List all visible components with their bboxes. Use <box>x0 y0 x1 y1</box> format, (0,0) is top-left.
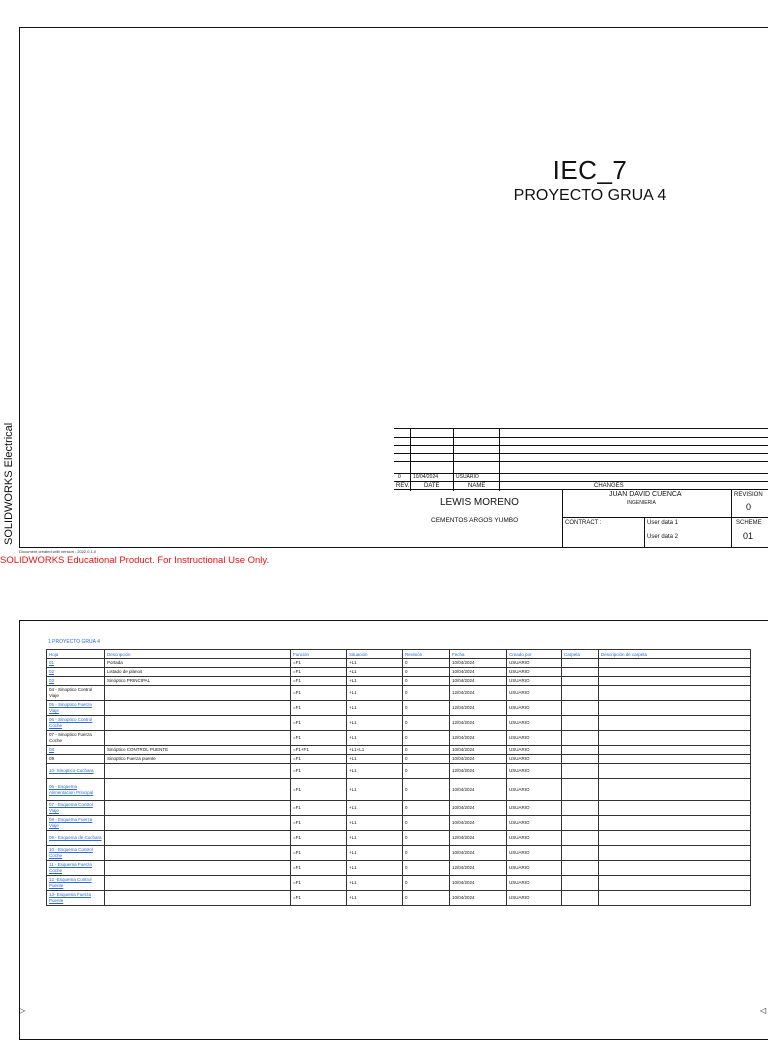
table-cell-por: USUARIO <box>507 686 562 701</box>
table-cell-rev: 0 <box>403 876 450 891</box>
table-cell-empty <box>562 764 599 779</box>
table-cell-func: =F1 <box>291 846 347 861</box>
table-cell-empty <box>562 659 599 668</box>
table-cell-por: USUARIO <box>507 801 562 816</box>
table-cell-desc: Listado de planos <box>105 668 291 677</box>
table-cell-desc: Portada <box>105 659 291 668</box>
table-cell-por: USUARIO <box>507 816 562 831</box>
table-cell-rev: 0 <box>403 746 450 755</box>
column-header[interactable]: Creado por <box>507 650 562 659</box>
table-cell-sit: +L1 <box>347 731 403 746</box>
project-code-title: IEC_7 <box>552 155 628 185</box>
table-cell-desc <box>105 876 291 891</box>
table-cell-empty <box>599 764 751 779</box>
table-cell-sit: +L1 <box>347 891 403 906</box>
table-cell-fecha: 10/04/2024 <box>450 846 507 861</box>
table-cell-por: USUARIO <box>507 764 562 779</box>
table-cell-func: =F1 <box>291 764 347 779</box>
table-cell-func: =F1 <box>291 891 347 906</box>
table-cell-rev: 0 <box>403 731 450 746</box>
table-row[interactable] <box>47 677 751 686</box>
table-cell-sit: +L1 <box>347 716 403 731</box>
table-cell-rev: 0 <box>403 891 450 906</box>
table-cell-por: USUARIO <box>507 716 562 731</box>
table-cell-fecha: 10/04/2024 <box>450 746 507 755</box>
table-cell-hoja[interactable]: 10- Sinoptico Cuchara <box>47 764 105 779</box>
table-cell-empty <box>562 677 599 686</box>
table-cell-sit: +L1 <box>347 659 403 668</box>
table-cell-rev: 0 <box>403 764 450 779</box>
table-cell-desc <box>105 701 291 716</box>
table-cell-empty <box>562 801 599 816</box>
table-cell-func: =F1 <box>291 861 347 876</box>
table-row[interactable] <box>47 701 751 716</box>
table-cell-sit: +L1 <box>347 755 403 764</box>
table-cell-func: =F1 <box>291 686 347 701</box>
revision-row-name: USUARIO <box>456 474 479 480</box>
revision-row-date: 10/04/2024 <box>413 474 439 480</box>
table-cell-func: =F1 <box>291 677 347 686</box>
table-cell-rev: 0 <box>403 668 450 677</box>
table-cell-empty <box>562 779 599 801</box>
table-cell-empty <box>562 831 599 846</box>
table-row[interactable] <box>47 876 751 891</box>
column-header[interactable]: Función <box>291 650 347 659</box>
table-cell-fecha: 10/04/2024 <box>450 801 507 816</box>
project-subtitle: PROYECTO GRUA 4 <box>513 187 667 204</box>
table-cell-fecha: 10/04/2024 <box>450 677 507 686</box>
table-cell-rev: 0 <box>403 686 450 701</box>
table-cell-empty <box>599 801 751 816</box>
table-cell-sit: +L1 <box>347 677 403 686</box>
rev-header: REV. <box>396 483 410 489</box>
solidworks-vertical-label: SOLIDWORKS Electrical <box>3 422 15 545</box>
table-row[interactable] <box>47 831 751 846</box>
scheme-value: 01 <box>743 531 754 541</box>
table-cell-func: =F1 <box>291 755 347 764</box>
column-header[interactable]: Revisión <box>403 650 450 659</box>
table-cell-fecha: 10/04/2024 <box>450 668 507 677</box>
revision-value: 0 <box>746 502 752 512</box>
scheme-label: SCHEME <box>736 520 762 526</box>
table-row[interactable] <box>47 861 751 876</box>
table-cell-empty <box>599 846 751 861</box>
table-cell-rev: 0 <box>403 716 450 731</box>
table-cell-hoja[interactable]: 10 - Esquema Control Coche <box>47 846 105 861</box>
table-cell-empty <box>562 701 599 716</box>
table-row[interactable] <box>47 764 751 779</box>
table-cell-empty <box>599 891 751 906</box>
table-row[interactable] <box>47 816 751 831</box>
table-cell-empty <box>599 668 751 677</box>
table-row[interactable] <box>47 746 751 755</box>
table-row[interactable] <box>47 668 751 677</box>
table-row[interactable] <box>47 801 751 816</box>
table-cell-sit: +L1 <box>347 668 403 677</box>
table-row[interactable] <box>47 755 751 764</box>
table-cell-empty <box>599 755 751 764</box>
table-cell-desc <box>105 731 291 746</box>
table-cell-desc <box>105 764 291 779</box>
table-cell-desc <box>105 861 291 876</box>
table-row[interactable] <box>47 659 751 668</box>
revision-row-rev: 0 <box>398 474 401 480</box>
name-header: NAME <box>468 483 486 489</box>
table-cell-desc <box>105 686 291 701</box>
table-cell-func: =F1 <box>291 876 347 891</box>
table-cell-desc <box>105 816 291 831</box>
table-cell-empty <box>562 816 599 831</box>
table-cell-desc <box>105 846 291 861</box>
drawing-list-body <box>47 659 751 906</box>
table-cell-sit: +L1 <box>347 779 403 801</box>
revision-label: REVISION <box>734 492 763 498</box>
table-row[interactable] <box>47 716 751 731</box>
table-cell-empty <box>562 668 599 677</box>
table-cell-sit: +L1 <box>347 816 403 831</box>
table-cell-sit: +L1 <box>347 686 403 701</box>
table-cell-empty <box>562 876 599 891</box>
table-cell-empty <box>599 701 751 716</box>
table-cell-fecha: 10/04/2024 <box>450 876 507 891</box>
table-cell-func: =F1 <box>291 659 347 668</box>
table-cell-fecha: 10/04/2024 <box>450 816 507 831</box>
table-cell-por: USUARIO <box>507 831 562 846</box>
table-cell-empty <box>599 746 751 755</box>
table-cell-desc: Sinóptico PRINCIPAL <box>105 677 291 686</box>
table-cell-por: USUARIO <box>507 746 562 755</box>
table-cell-empty <box>599 686 751 701</box>
contract-label: CONTRACT : <box>565 520 602 526</box>
table-cell-rev: 0 <box>403 779 450 801</box>
company-name: CEMENTOS ARGOS YUMBO <box>431 517 519 524</box>
educational-watermark: SOLIDWORKS Educational Product. For Instructional Use Only. <box>0 555 270 566</box>
table-row[interactable] <box>47 891 751 906</box>
table-cell-sit: +L1 <box>347 846 403 861</box>
column-header[interactable]: Situación <box>347 650 403 659</box>
sheet-right-marker-icon: ◁ <box>760 1006 767 1015</box>
table-cell-hoja[interactable]: 08 <box>47 746 105 755</box>
drawing-list-caption: 1 PROYECTO GRUA 4 <box>48 639 100 645</box>
table-cell-empty <box>562 746 599 755</box>
table-cell-func: =F1 <box>291 816 347 831</box>
table-cell-sit: +L1+L1 <box>347 746 403 755</box>
table-cell-rev: 0 <box>403 801 450 816</box>
table-cell-rev: 0 <box>403 816 450 831</box>
table-cell-desc <box>105 801 291 816</box>
column-header[interactable]: Fecha <box>450 650 507 659</box>
table-cell-empty <box>562 716 599 731</box>
table-cell-desc: Sinóptico CONTROL PUENTE <box>105 746 291 755</box>
table-cell-rev: 0 <box>403 831 450 846</box>
table-cell-por: USUARIO <box>507 876 562 891</box>
table-cell-rev: 0 <box>403 701 450 716</box>
table-cell-hoja: 09 <box>47 755 105 764</box>
sheet-left-marker-icon: ▷ <box>19 1006 26 1015</box>
table-cell-func: =F1 <box>291 801 347 816</box>
table-cell-fecha: 12/04/2024 <box>450 831 507 846</box>
table-row[interactable] <box>47 686 751 701</box>
table-cell-por: USUARIO <box>507 659 562 668</box>
table-cell-func: =F1 <box>291 831 347 846</box>
table-row[interactable] <box>47 779 751 801</box>
table-cell-fecha: 12/04/2024 <box>450 701 507 716</box>
table-cell-fecha: 12/04/2024 <box>450 731 507 746</box>
table-cell-sit: +L1 <box>347 801 403 816</box>
table-cell-func: =F1 <box>291 716 347 731</box>
table-cell-func: =F1 <box>291 731 347 746</box>
column-header[interactable]: Descripción de carpeta <box>599 650 751 659</box>
table-cell-rev: 0 <box>403 677 450 686</box>
table-header-row <box>47 650 751 659</box>
table-cell-hoja[interactable]: 05 - Sinoptico Fuerza Viaje <box>47 701 105 716</box>
table-cell-empty <box>599 716 751 731</box>
table-cell-por: USUARIO <box>507 755 562 764</box>
version-note: Document created with version : 2022.0.1.0 <box>19 549 97 554</box>
table-cell-desc <box>105 716 291 731</box>
table-cell-empty <box>562 731 599 746</box>
table-cell-func: =F1 <box>291 668 347 677</box>
table-cell-func: =F1 <box>291 779 347 801</box>
table-cell-empty <box>599 659 751 668</box>
table-cell-por: USUARIO <box>507 677 562 686</box>
table-cell-hoja[interactable]: 13- Esquema Fuerza Puente <box>47 891 105 906</box>
table-cell-hoja[interactable]: 02 <box>47 668 105 677</box>
table-cell-por: USUARIO <box>507 668 562 677</box>
table-cell-hoja: 07 - Sinoptico Fuerza Coche <box>47 731 105 746</box>
table-cell-fecha: 10/04/2024 <box>450 659 507 668</box>
table-cell-empty <box>562 686 599 701</box>
table-cell-empty <box>599 861 751 876</box>
table-cell-rev: 0 <box>403 659 450 668</box>
table-cell-hoja[interactable]: 06 - Sinoptico Control Coche <box>47 716 105 731</box>
table-cell-func: =F1+F1 <box>291 746 347 755</box>
table-cell-hoja[interactable]: 09 - Esquema de Cuchara <box>47 831 105 846</box>
table-cell-empty <box>599 876 751 891</box>
table-cell-hoja[interactable]: 06 - Esquema Alimentacion Principal <box>47 779 105 801</box>
column-header[interactable]: Carpeta <box>562 650 599 659</box>
table-cell-sit: +L1 <box>347 764 403 779</box>
date-header: DATE <box>424 483 440 489</box>
table-cell-sit: +L1 <box>347 861 403 876</box>
table-cell-desc: Sinoptico Fuerza puente <box>105 755 291 764</box>
table-cell-desc <box>105 831 291 846</box>
table-cell-func: =F1 <box>291 701 347 716</box>
table-cell-hoja[interactable]: 03 <box>47 677 105 686</box>
column-header[interactable]: Descripción <box>105 650 291 659</box>
table-cell-fecha: 12/04/2024 <box>450 716 507 731</box>
table-cell-empty <box>562 846 599 861</box>
department-name: INGENIERIA <box>627 500 656 506</box>
table-cell-empty <box>562 861 599 876</box>
table-cell-empty <box>599 779 751 801</box>
table-cell-fecha: 10/04/2024 <box>450 779 507 801</box>
table-cell-empty <box>599 677 751 686</box>
table-cell-empty <box>599 816 751 831</box>
user-data-2: User data 2 <box>647 534 679 540</box>
table-cell-empty <box>562 891 599 906</box>
column-header[interactable]: Hoja <box>47 650 105 659</box>
drawing-list-table <box>46 649 751 906</box>
table-cell-por: USUARIO <box>507 731 562 746</box>
table-cell-hoja: 04 - Sinoptico Control Viaje <box>47 686 105 701</box>
table-cell-rev: 0 <box>403 861 450 876</box>
table-row[interactable] <box>47 731 751 746</box>
table-cell-hoja[interactable]: 01 <box>47 659 105 668</box>
revision-grid <box>394 428 768 491</box>
changes-header: CHANGES <box>594 483 624 489</box>
table-cell-por: USUARIO <box>507 701 562 716</box>
table-cell-por: USUARIO <box>507 861 562 876</box>
table-cell-por: USUARIO <box>507 891 562 906</box>
table-cell-hoja[interactable]: 08 - Esquema Fuerza Viaje <box>47 816 105 831</box>
table-cell-hoja[interactable]: 07 - Esquema Control Viaje <box>47 801 105 816</box>
table-cell-fecha: 12/04/2024 <box>450 686 507 701</box>
user-data-1: User data 1 <box>647 520 679 526</box>
table-cell-por: USUARIO <box>507 779 562 801</box>
table-cell-fecha: 12/04/2024 <box>450 764 507 779</box>
table-cell-empty <box>599 731 751 746</box>
table-cell-empty <box>562 755 599 764</box>
table-cell-rev: 0 <box>403 846 450 861</box>
table-cell-fecha: 10/04/2024 <box>450 755 507 764</box>
table-cell-sit: +L1 <box>347 701 403 716</box>
table-cell-sit: +L1 <box>347 831 403 846</box>
table-cell-hoja[interactable]: 11 - Esquema Fuerza Coche <box>47 861 105 876</box>
title-block <box>394 489 768 548</box>
table-cell-sit: +L1 <box>347 876 403 891</box>
table-row[interactable] <box>47 846 751 861</box>
table-cell-fecha: 10/04/2024 <box>450 891 507 906</box>
table-cell-desc <box>105 779 291 801</box>
designer-name: JUAN DAVID CUENCA <box>609 491 682 498</box>
table-cell-hoja[interactable]: 12 -Esquema Control Puente <box>47 876 105 891</box>
table-cell-rev: 0 <box>403 755 450 764</box>
author-name: LEWIS MORENO <box>440 497 519 508</box>
table-cell-desc <box>105 891 291 906</box>
table-cell-fecha: 12/04/2024 <box>450 861 507 876</box>
table-cell-por: USUARIO <box>507 846 562 861</box>
table-cell-empty <box>599 831 751 846</box>
